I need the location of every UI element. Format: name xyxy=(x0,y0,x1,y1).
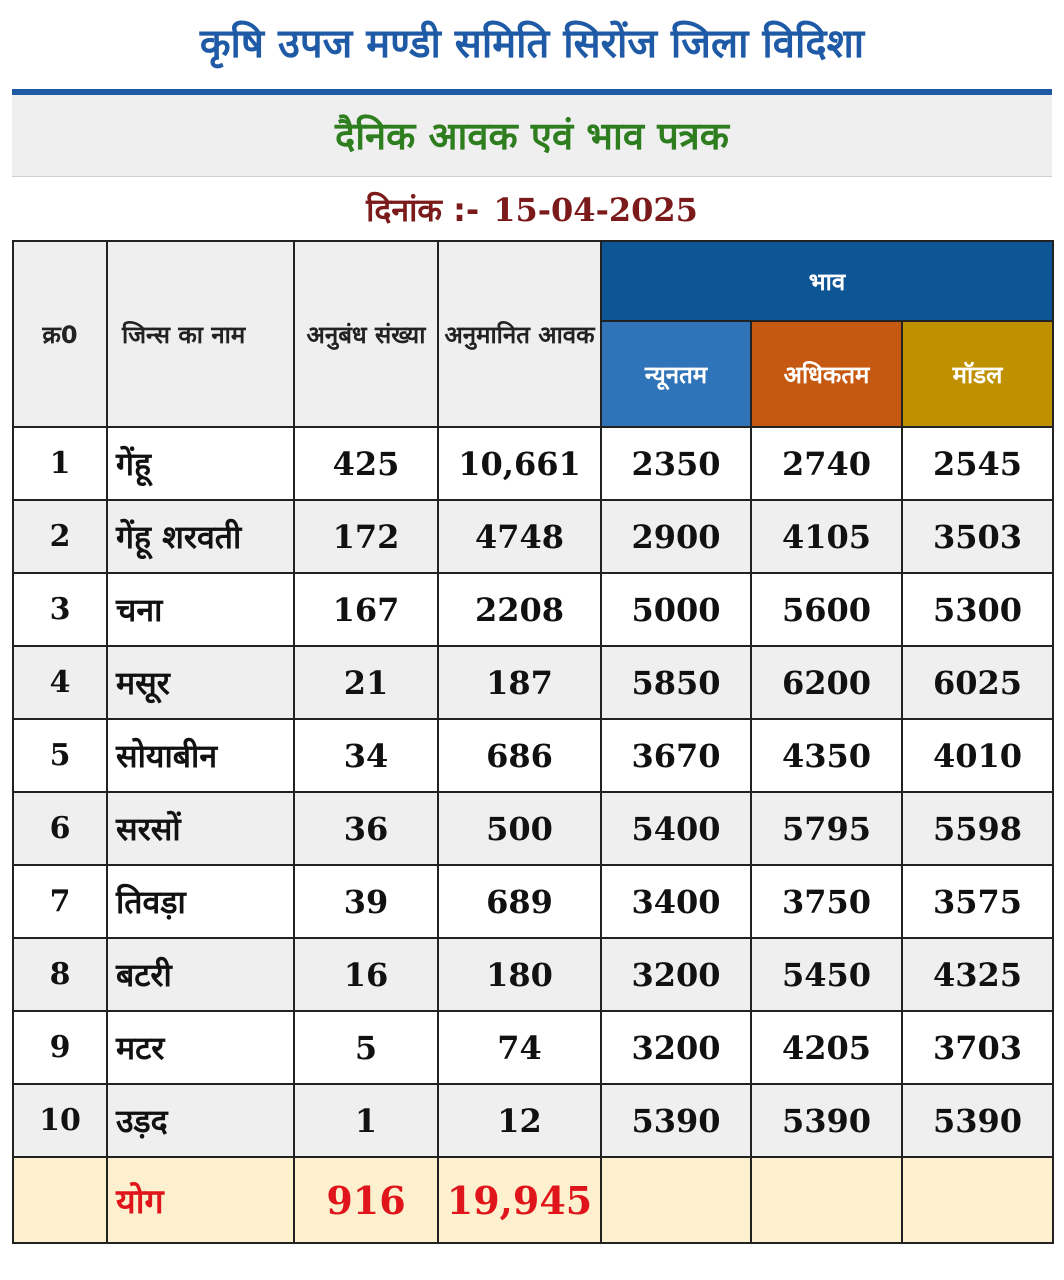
table-row xyxy=(13,792,1053,865)
header-modal-price: मॉडल xyxy=(902,321,1053,427)
header-min-price: न्यूनतम xyxy=(601,321,751,427)
max-price-cell: 5390 xyxy=(751,1084,902,1157)
serial-cell: 9 xyxy=(13,1011,107,1084)
arrival-cell: 686 xyxy=(438,719,601,792)
min-price-cell: 3200 xyxy=(601,938,751,1011)
header-estimated-arrival: अनुमानित आवक xyxy=(438,241,601,427)
arrival-cell: 10,661 xyxy=(438,427,601,500)
total-serial-cell xyxy=(13,1157,107,1243)
modal-price-cell: 2545 xyxy=(902,427,1053,500)
crop-name-cell: मसूर xyxy=(107,646,294,719)
max-price-cell: 5795 xyxy=(751,792,902,865)
serial-cell: 1 xyxy=(13,427,107,500)
arrival-cell: 500 xyxy=(438,792,601,865)
date-value: 15-04-2025 xyxy=(493,191,698,229)
serial-cell: 8 xyxy=(13,938,107,1011)
min-price-cell: 3400 xyxy=(601,865,751,938)
table-row xyxy=(13,427,1053,500)
modal-price-cell: 4325 xyxy=(902,938,1053,1011)
min-price-cell: 5850 xyxy=(601,646,751,719)
modal-price-cell: 3503 xyxy=(902,500,1053,573)
date-label: दिनांक :- xyxy=(366,191,480,229)
min-price-cell: 3200 xyxy=(601,1011,751,1084)
min-price-cell: 2900 xyxy=(601,500,751,573)
serial-cell: 10 xyxy=(13,1084,107,1157)
min-price-cell: 5390 xyxy=(601,1084,751,1157)
modal-price-cell: 3703 xyxy=(902,1011,1053,1084)
table-row xyxy=(13,938,1053,1011)
table-row xyxy=(13,1084,1053,1157)
table-row xyxy=(13,646,1053,719)
crop-name-cell: गेंहू शरवती xyxy=(107,500,294,573)
max-price-cell: 4205 xyxy=(751,1011,902,1084)
total-modal-cell xyxy=(902,1157,1053,1243)
arrival-cell: 180 xyxy=(438,938,601,1011)
crop-name-cell: सोयाबीन xyxy=(107,719,294,792)
total-max-cell xyxy=(751,1157,902,1243)
contracts-cell: 167 xyxy=(294,573,438,646)
table-row xyxy=(13,500,1053,573)
crop-name-cell: गेंहू xyxy=(107,427,294,500)
arrival-cell: 187 xyxy=(438,646,601,719)
max-price-cell: 4350 xyxy=(751,719,902,792)
total-label: योग xyxy=(107,1157,294,1243)
crop-name-cell: बटरी xyxy=(107,938,294,1011)
arrival-cell: 12 xyxy=(438,1084,601,1157)
report-date xyxy=(0,182,1064,238)
arrival-cell: 2208 xyxy=(438,573,601,646)
serial-cell: 7 xyxy=(13,865,107,938)
contracts-cell: 16 xyxy=(294,938,438,1011)
min-price-cell: 5000 xyxy=(601,573,751,646)
contracts-cell: 21 xyxy=(294,646,438,719)
total-arrival: 19,945 xyxy=(438,1157,601,1243)
arrival-cell: 4748 xyxy=(438,500,601,573)
total-contracts: 916 xyxy=(294,1157,438,1243)
page-title: कृषि उपज मण्डी समिति सिरोंज जिला विदिशा xyxy=(199,21,865,67)
total-min-cell xyxy=(601,1157,751,1243)
max-price-cell: 5450 xyxy=(751,938,902,1011)
serial-cell: 2 xyxy=(13,500,107,573)
max-price-cell: 2740 xyxy=(751,427,902,500)
table-row xyxy=(13,719,1053,792)
header-max-price: अधिकतम xyxy=(751,321,902,427)
modal-price-cell: 6025 xyxy=(902,646,1053,719)
max-price-cell: 4105 xyxy=(751,500,902,573)
modal-price-cell: 4010 xyxy=(902,719,1053,792)
min-price-cell: 2350 xyxy=(601,427,751,500)
arrival-price-table xyxy=(12,240,1054,1244)
crop-name-cell: मटर xyxy=(107,1011,294,1084)
min-price-cell: 5400 xyxy=(601,792,751,865)
contracts-cell: 1 xyxy=(294,1084,438,1157)
contracts-cell: 34 xyxy=(294,719,438,792)
max-price-cell: 5600 xyxy=(751,573,902,646)
modal-price-cell: 5598 xyxy=(902,792,1053,865)
contracts-cell: 172 xyxy=(294,500,438,573)
crop-name-cell: उड़द xyxy=(107,1084,294,1157)
crop-name-cell: चना xyxy=(107,573,294,646)
contracts-cell: 425 xyxy=(294,427,438,500)
table-row xyxy=(13,865,1053,938)
header-crop-name: जिन्स का नाम xyxy=(107,241,294,427)
total-row xyxy=(13,1157,1053,1243)
header-serial: क्र0 xyxy=(13,241,107,427)
contracts-cell: 36 xyxy=(294,792,438,865)
table-row xyxy=(13,573,1053,646)
crop-name-cell: तिवड़ा xyxy=(107,865,294,938)
modal-price-cell: 5300 xyxy=(902,573,1053,646)
crop-name-cell: सरसों xyxy=(107,792,294,865)
contracts-cell: 39 xyxy=(294,865,438,938)
contracts-cell: 5 xyxy=(294,1011,438,1084)
min-price-cell: 3670 xyxy=(601,719,751,792)
arrival-cell: 689 xyxy=(438,865,601,938)
header-contracts: अनुबंध संख्या xyxy=(294,241,438,427)
arrival-cell: 74 xyxy=(438,1011,601,1084)
serial-cell: 5 xyxy=(13,719,107,792)
serial-cell: 3 xyxy=(13,573,107,646)
modal-price-cell: 5390 xyxy=(902,1084,1053,1157)
table-row xyxy=(13,1011,1053,1084)
header-price-group: भाव xyxy=(601,241,1053,321)
report-subtitle: दैनिक आवक एवं भाव पत्रक xyxy=(12,89,1052,177)
max-price-cell: 6200 xyxy=(751,646,902,719)
serial-cell: 4 xyxy=(13,646,107,719)
max-price-cell: 3750 xyxy=(751,865,902,938)
modal-price-cell: 3575 xyxy=(902,865,1053,938)
serial-cell: 6 xyxy=(13,792,107,865)
